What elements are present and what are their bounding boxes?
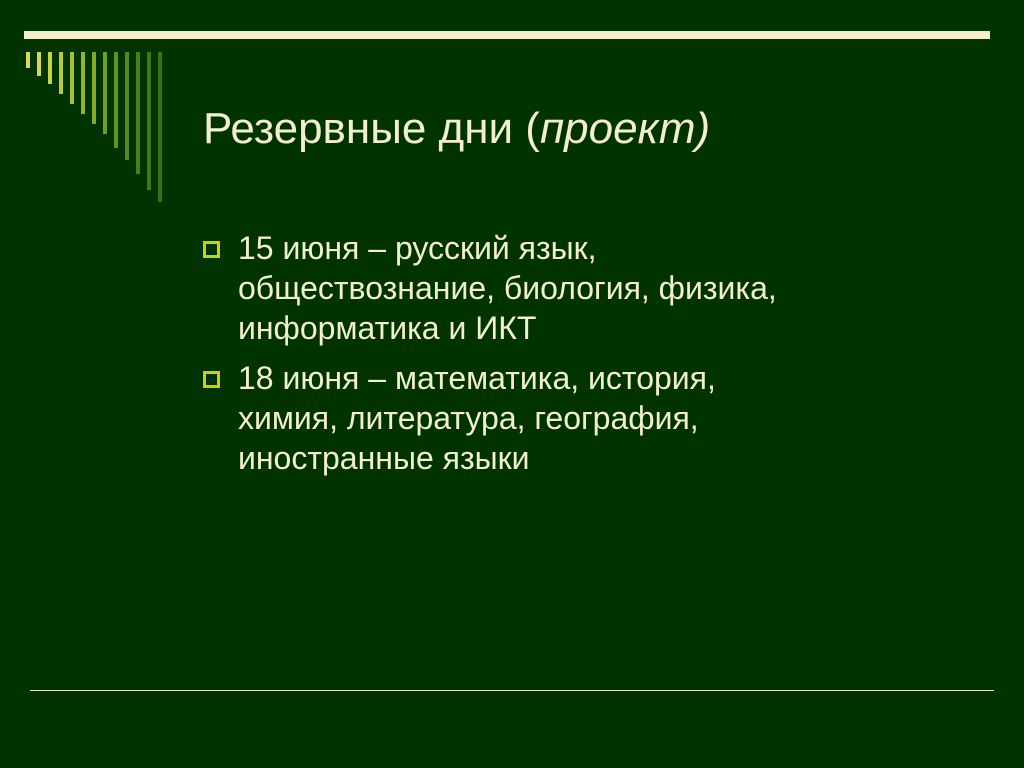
bullet-text [238,228,923,348]
deco-bar [81,52,85,114]
bullet-line: 18 июня – математика, история, [238,360,716,396]
bullet-text [238,358,923,478]
bullet-line: информатика и ИКТ [238,310,537,346]
bullet-item [203,228,923,348]
bullet-item [203,358,923,478]
bullet-line: обществознание, биология, физика, [238,270,777,306]
title-italic-text: проект) [539,104,711,153]
square-bullet-icon [203,241,220,258]
slide-title [203,99,710,159]
deco-bar [37,52,41,76]
deco-bar [59,52,63,94]
deco-bar [92,52,96,124]
bullet-line: химия, литература, география, [238,400,699,436]
deco-bar [70,52,74,104]
bottom-rule [30,690,994,691]
deco-bar [48,52,52,84]
deco-bar [103,52,107,134]
deco-bar [114,52,118,148]
bullet-line: иностранные языки [238,440,530,476]
deco-bar [26,52,30,68]
bullet-list [203,228,923,488]
deco-bar [136,52,140,174]
deco-bar [125,52,129,160]
deco-bar [158,52,162,202]
decorative-bars [0,0,200,220]
deco-bar [147,52,151,190]
square-bullet-icon [203,371,220,388]
bullet-line: 15 июня – русский язык, [238,230,597,266]
title-text: Резервные дни ( [203,104,540,153]
